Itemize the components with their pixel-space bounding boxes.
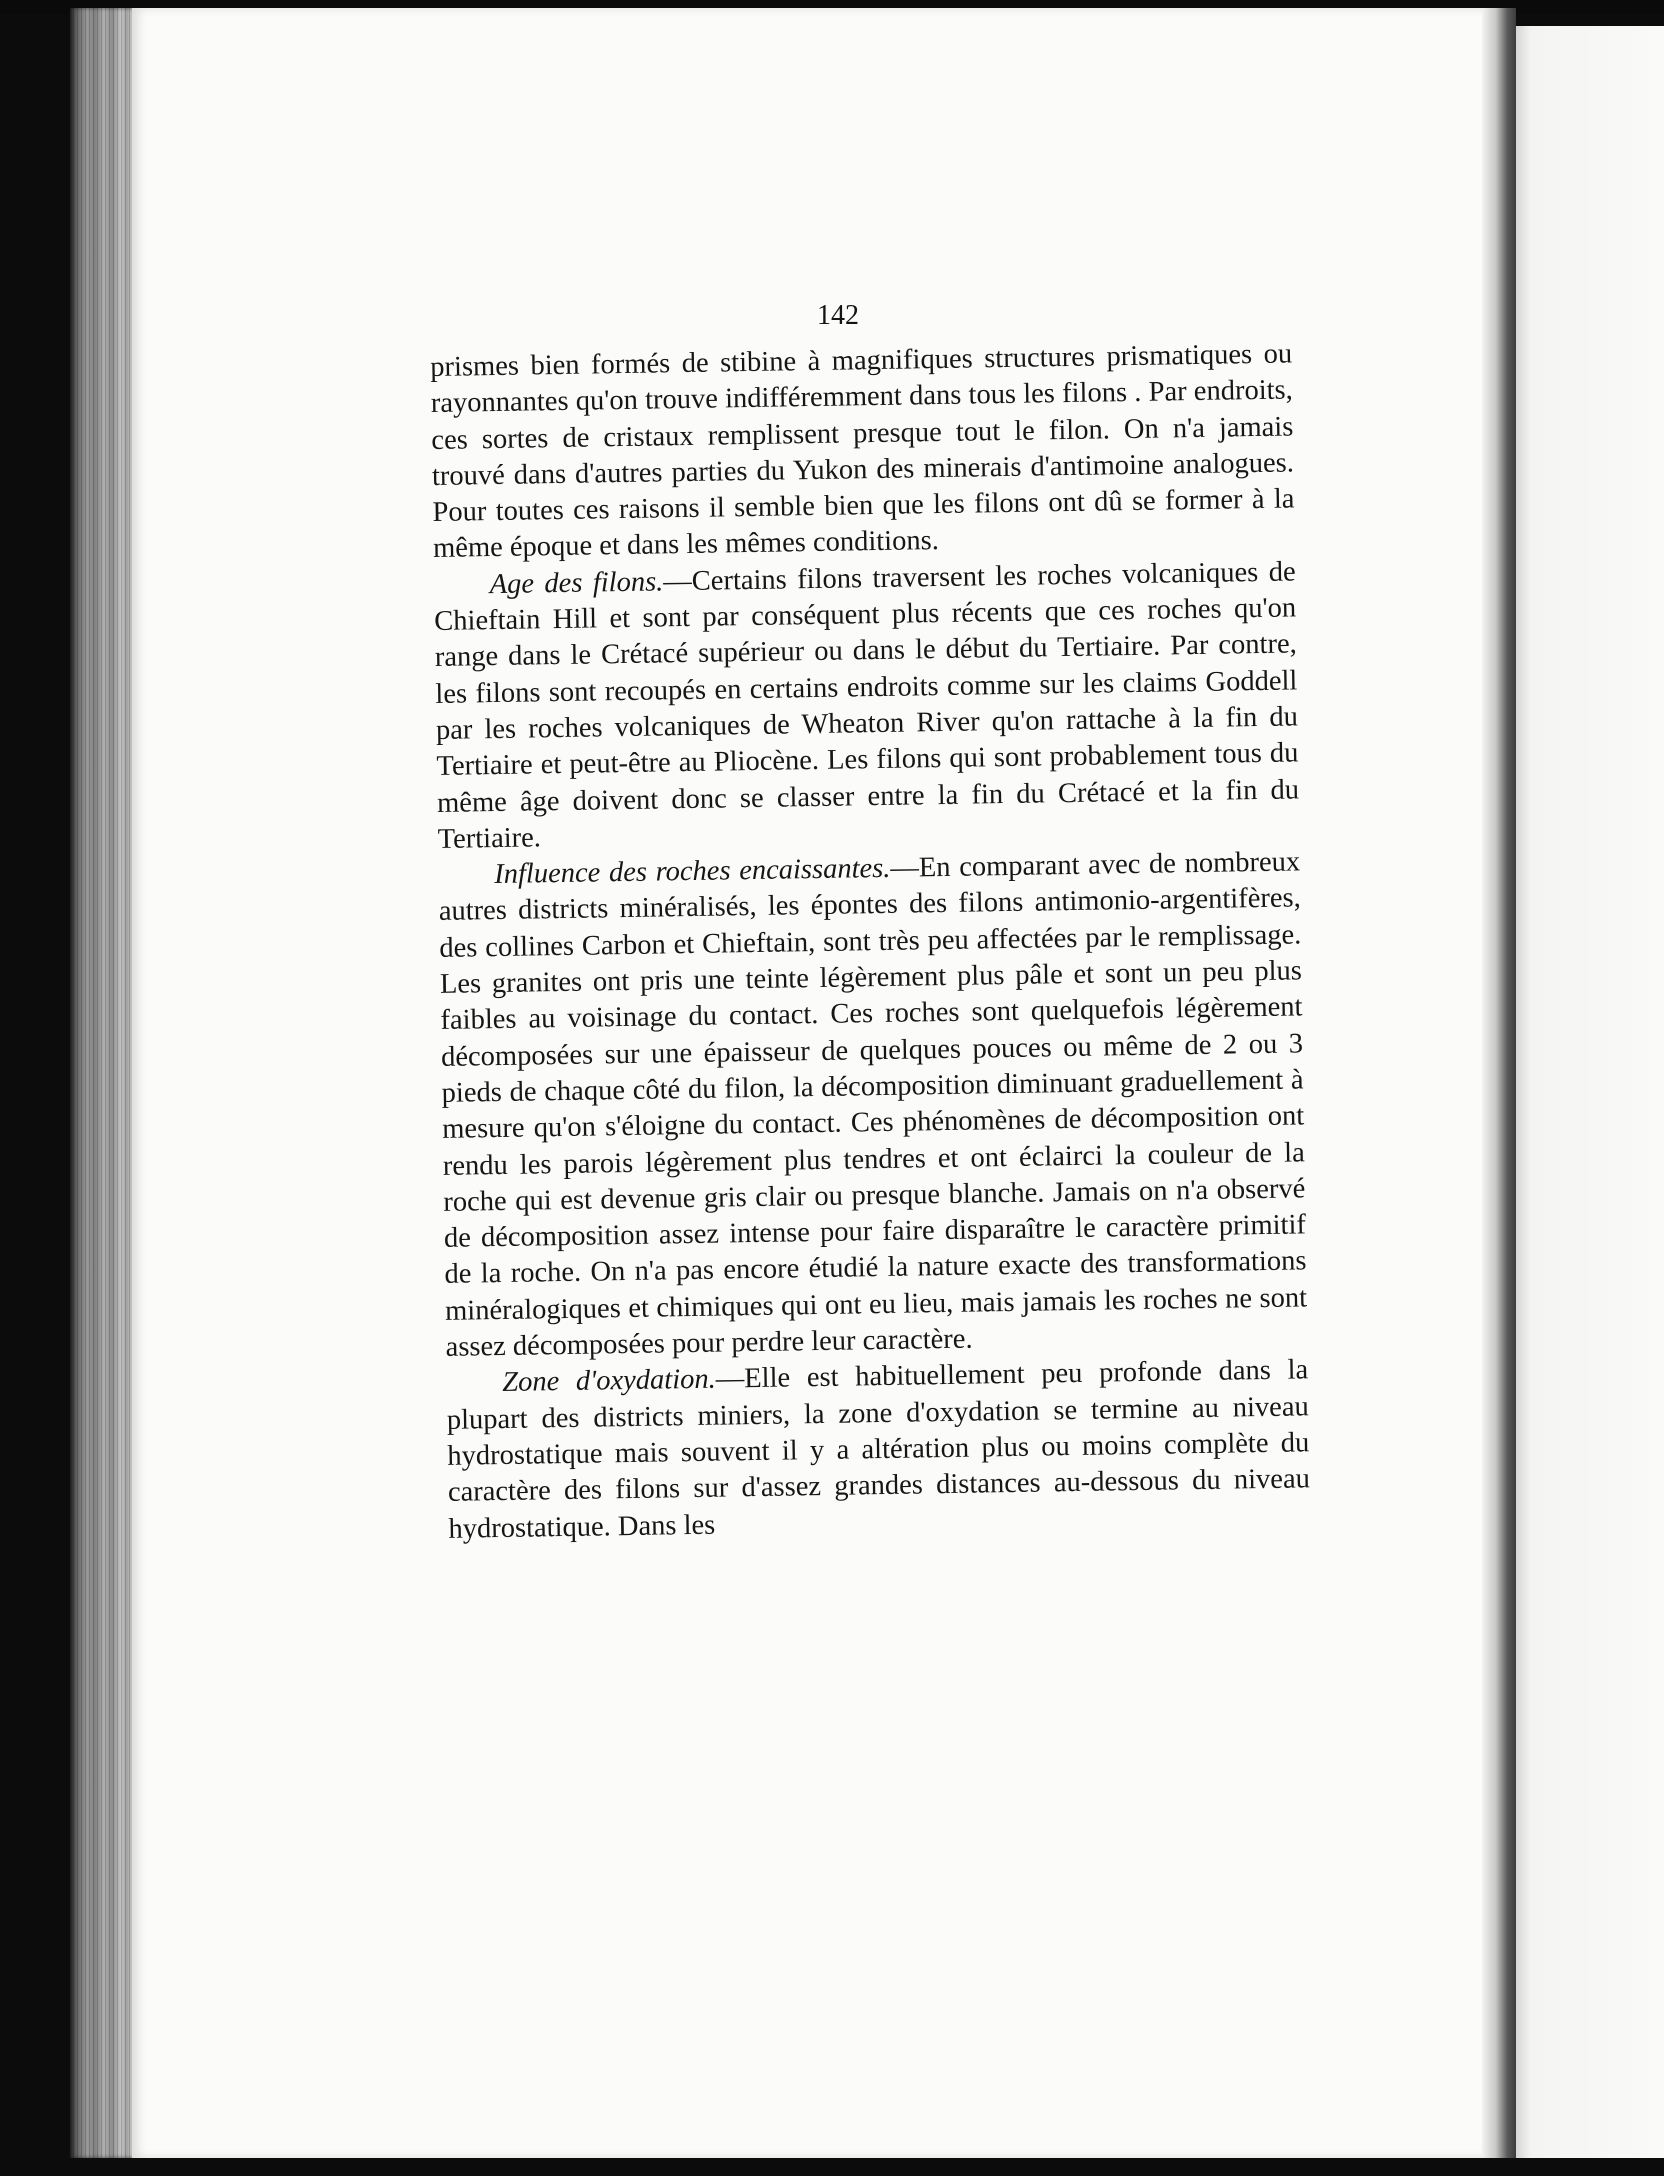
body-text: [430, 336, 1311, 1547]
facing-page-edge: [1516, 26, 1664, 2158]
paragraph-text: —Certains filons traversent les roches volcaniques de Chieftain Hill et sont par conséquent plus récents que ces roches qu'on range dans le Crétacé supérieur ou dans le début du Tertiaire. Par contre, les filons sont recoupés en certains endroits comme sur les claims Goddell par les roches volcaniques de Wheaton River qu'on rattache à la fin du Tertiaire et peut-être au Pliocène. Les filons qui sont probablement tous du même âge doivent donc se classer entre la fin du Crétacé et la fin du Tertiaire.: [434, 556, 1300, 855]
section-heading: Influence des roches encaissantes.: [494, 852, 891, 891]
paragraph-text: prismes bien formés de stibine à magnifiques structures prismatiques ou rayonnantes qu'on trouve indifféremment dans tous les filons . Par endroits, ces sortes de cristaux remplissent presque tout le filon. On n'a jamais trouvé dans d'autres parties du Yukon des minerais d'antimoine analogues. Pour toutes ces raisons il semble bien que les filons ont dû se former à la même époque et dans les mêmes conditions.: [430, 338, 1295, 565]
section-heading: Zone d'oxydation.: [501, 1363, 717, 1399]
page-edges: [70, 8, 132, 2158]
section-heading: Age des filons.: [489, 566, 664, 600]
paragraph: [446, 1353, 1311, 1548]
paragraph-text: —En comparant avec de nombreux autres districts minéralisés, les épontes des filons antimonio-argentifères, des collines Carbon et Chieftain, sont très peu affectées par le remplissage. Les granites ont pris une teinte légèrement plus pâle et sont un peu plus faibles au voisinage du contact. Ces roches sont quelquefois légèrement décomposées sur une épaisseur de quelques pouces ou même de 2 ou 3 pieds de chaque côté du filon, la décomposition diminuant graduellement à mesure qu'on s'éloigne du contact. Ces phénomènes de décomposition ont rendu les parois légèrement plus tendres et ont éclairci la couleur de la roche qui est devenue gris clair ou presque blanche. Jamais on n'a observé de décomposition assez intense pour faire disparaître le caractère primitif de la roche. On n'a pas encore étudié la nature exacte des transformations minéralogiques et chimiques qui ont eu lieu, mais jamais les roches ne sont assez décomposées pour perdre leur caractère.: [438, 846, 1308, 1363]
book-gutter: [1482, 8, 1516, 2158]
page-number: 142: [817, 300, 859, 331]
paragraph-text: —Elle est habituellement peu profonde dans la plupart des districts miniers, la zone d'oxydation se termine au niveau hydrostatique mais souvent il y a altération plus ou moins complète du caractère des filons sur d'assez grandes distances au-dessous du niveau hydrostatique. Dans les: [446, 1354, 1311, 1545]
paragraph: [433, 554, 1299, 858]
paragraph: [438, 845, 1308, 1367]
paragraph: [430, 336, 1295, 567]
